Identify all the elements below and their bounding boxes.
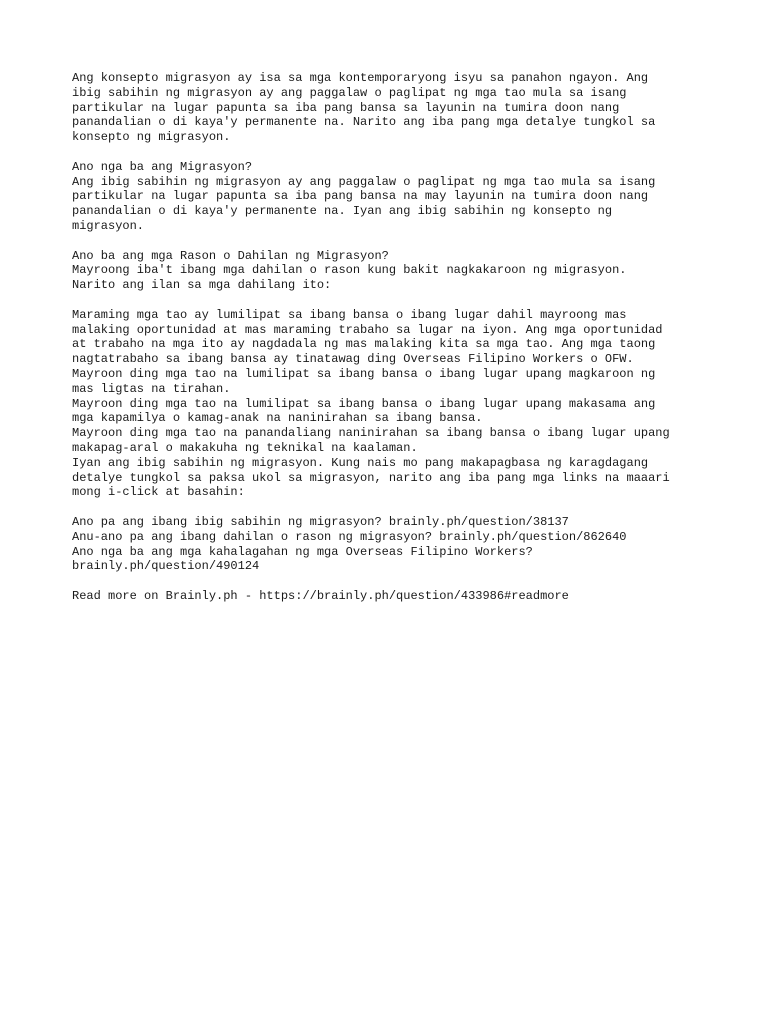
paragraph-gap <box>72 293 712 308</box>
text-line: konsepto ng migrasyon. <box>72 130 231 145</box>
paragraph-reasons-intro <box>72 249 712 293</box>
paragraph-read-more <box>72 589 712 604</box>
text-line: Mayroong iba't ibang mga dahilan o rason kung bakit nagkakaroon ng migrasyon. <box>72 263 627 278</box>
paragraph-gap <box>72 145 712 160</box>
section-heading: Ano ba ang mga Rason o Dahilan ng Migrasyon? <box>72 248 389 263</box>
text-line: partikular na lugar papunta sa iba pang bansa na may layunin na tumira doon nang <box>72 189 649 204</box>
text-line: panandalian o di kaya'y permanente na. Iyan ang ibig sabihin ng konsepto ng <box>72 204 613 219</box>
text-line: partikular na lugar papunta sa iba pang bansa sa layunin na tumira doon nang <box>72 100 620 115</box>
text-line: panandalian o di kaya'y permanente na. Narito ang iba pang mga detalye tungkol sa <box>72 115 656 130</box>
text-line: nagtatrabaho sa ibang bansa ay tinatawag ding Overseas Filipino Workers o OFW. <box>72 352 634 367</box>
text-line: Mayroon ding mga tao na panandaliang naninirahan sa ibang bansa o ibang lugar upang <box>72 426 670 441</box>
text-line: at trabaho na mga ito ay nagdadala ng mas malaking kita sa mga tao. Ang mga taong <box>72 337 656 352</box>
paragraph-gap <box>72 500 712 515</box>
related-link-line: brainly.ph/question/490124 <box>72 559 260 574</box>
text-line: mas ligtas na tirahan. <box>72 381 231 396</box>
related-link-line: Anu-ano pa ang ibang dahilan o rason ng migrasyon? brainly.ph/question/862640 <box>72 529 627 544</box>
paragraph-gap <box>72 234 712 249</box>
paragraph-related-links <box>72 515 712 574</box>
text-line: detalye tungkol sa paksa ukol sa migrasyon, narito ang iba pang mga links na maaari <box>72 470 670 485</box>
text-line: Mayroon ding mga tao na lumilipat sa ibang bansa o ibang lugar upang makasama ang <box>72 396 656 411</box>
text-line: mga kapamilya o kamag-anak na naninirahan sa ibang bansa. <box>72 411 483 426</box>
paragraph-definition <box>72 160 712 234</box>
text-line: Mayroon ding mga tao na lumilipat sa ibang bansa o ibang lugar upang magkaroon ng <box>72 366 656 381</box>
document-body <box>72 71 712 604</box>
text-line: ibig sabihin ng migrasyon ay ang paggalaw o paglipat ng mga tao mula sa isang <box>72 85 627 100</box>
paragraph-intro <box>72 71 712 145</box>
text-line: Narito ang ilan sa mga dahilang ito: <box>72 278 332 293</box>
text-line: Iyan ang ibig sabihin ng migrasyon. Kung nais mo pang makapagbasa ng karagdagang <box>72 455 649 470</box>
text-line: malaking oportunidad at mas maraming trabaho sa lugar na iyon. Ang mga oportunidad <box>72 322 663 337</box>
text-line: mong i-click at basahin: <box>72 485 245 500</box>
paragraph-reasons <box>72 308 712 500</box>
related-link-line: Ano pa ang ibang ibig sabihin ng migrasyon? brainly.ph/question/38137 <box>72 514 569 529</box>
text-line: migrasyon. <box>72 218 145 233</box>
read-more-line: Read more on Brainly.ph - https://brainly.ph/question/433986#readmore <box>72 588 569 603</box>
section-heading: Ano nga ba ang Migrasyon? <box>72 159 253 174</box>
text-line: makapag-aral o makakuha ng teknikal na kaalaman. <box>72 440 418 455</box>
paragraph-gap <box>72 574 712 589</box>
text-line: Ang konsepto migrasyon ay isa sa mga kontemporaryong isyu sa panahon ngayon. Ang <box>72 71 649 85</box>
text-line: Maraming mga tao ay lumilipat sa ibang bansa o ibang lugar dahil mayroong mas <box>72 307 627 322</box>
text-line: Ang ibig sabihin ng migrasyon ay ang paggalaw o paglipat ng mga tao mula sa isang <box>72 174 656 189</box>
related-link-line: Ano nga ba ang mga kahalagahan ng mga Overseas Filipino Workers? <box>72 544 533 559</box>
